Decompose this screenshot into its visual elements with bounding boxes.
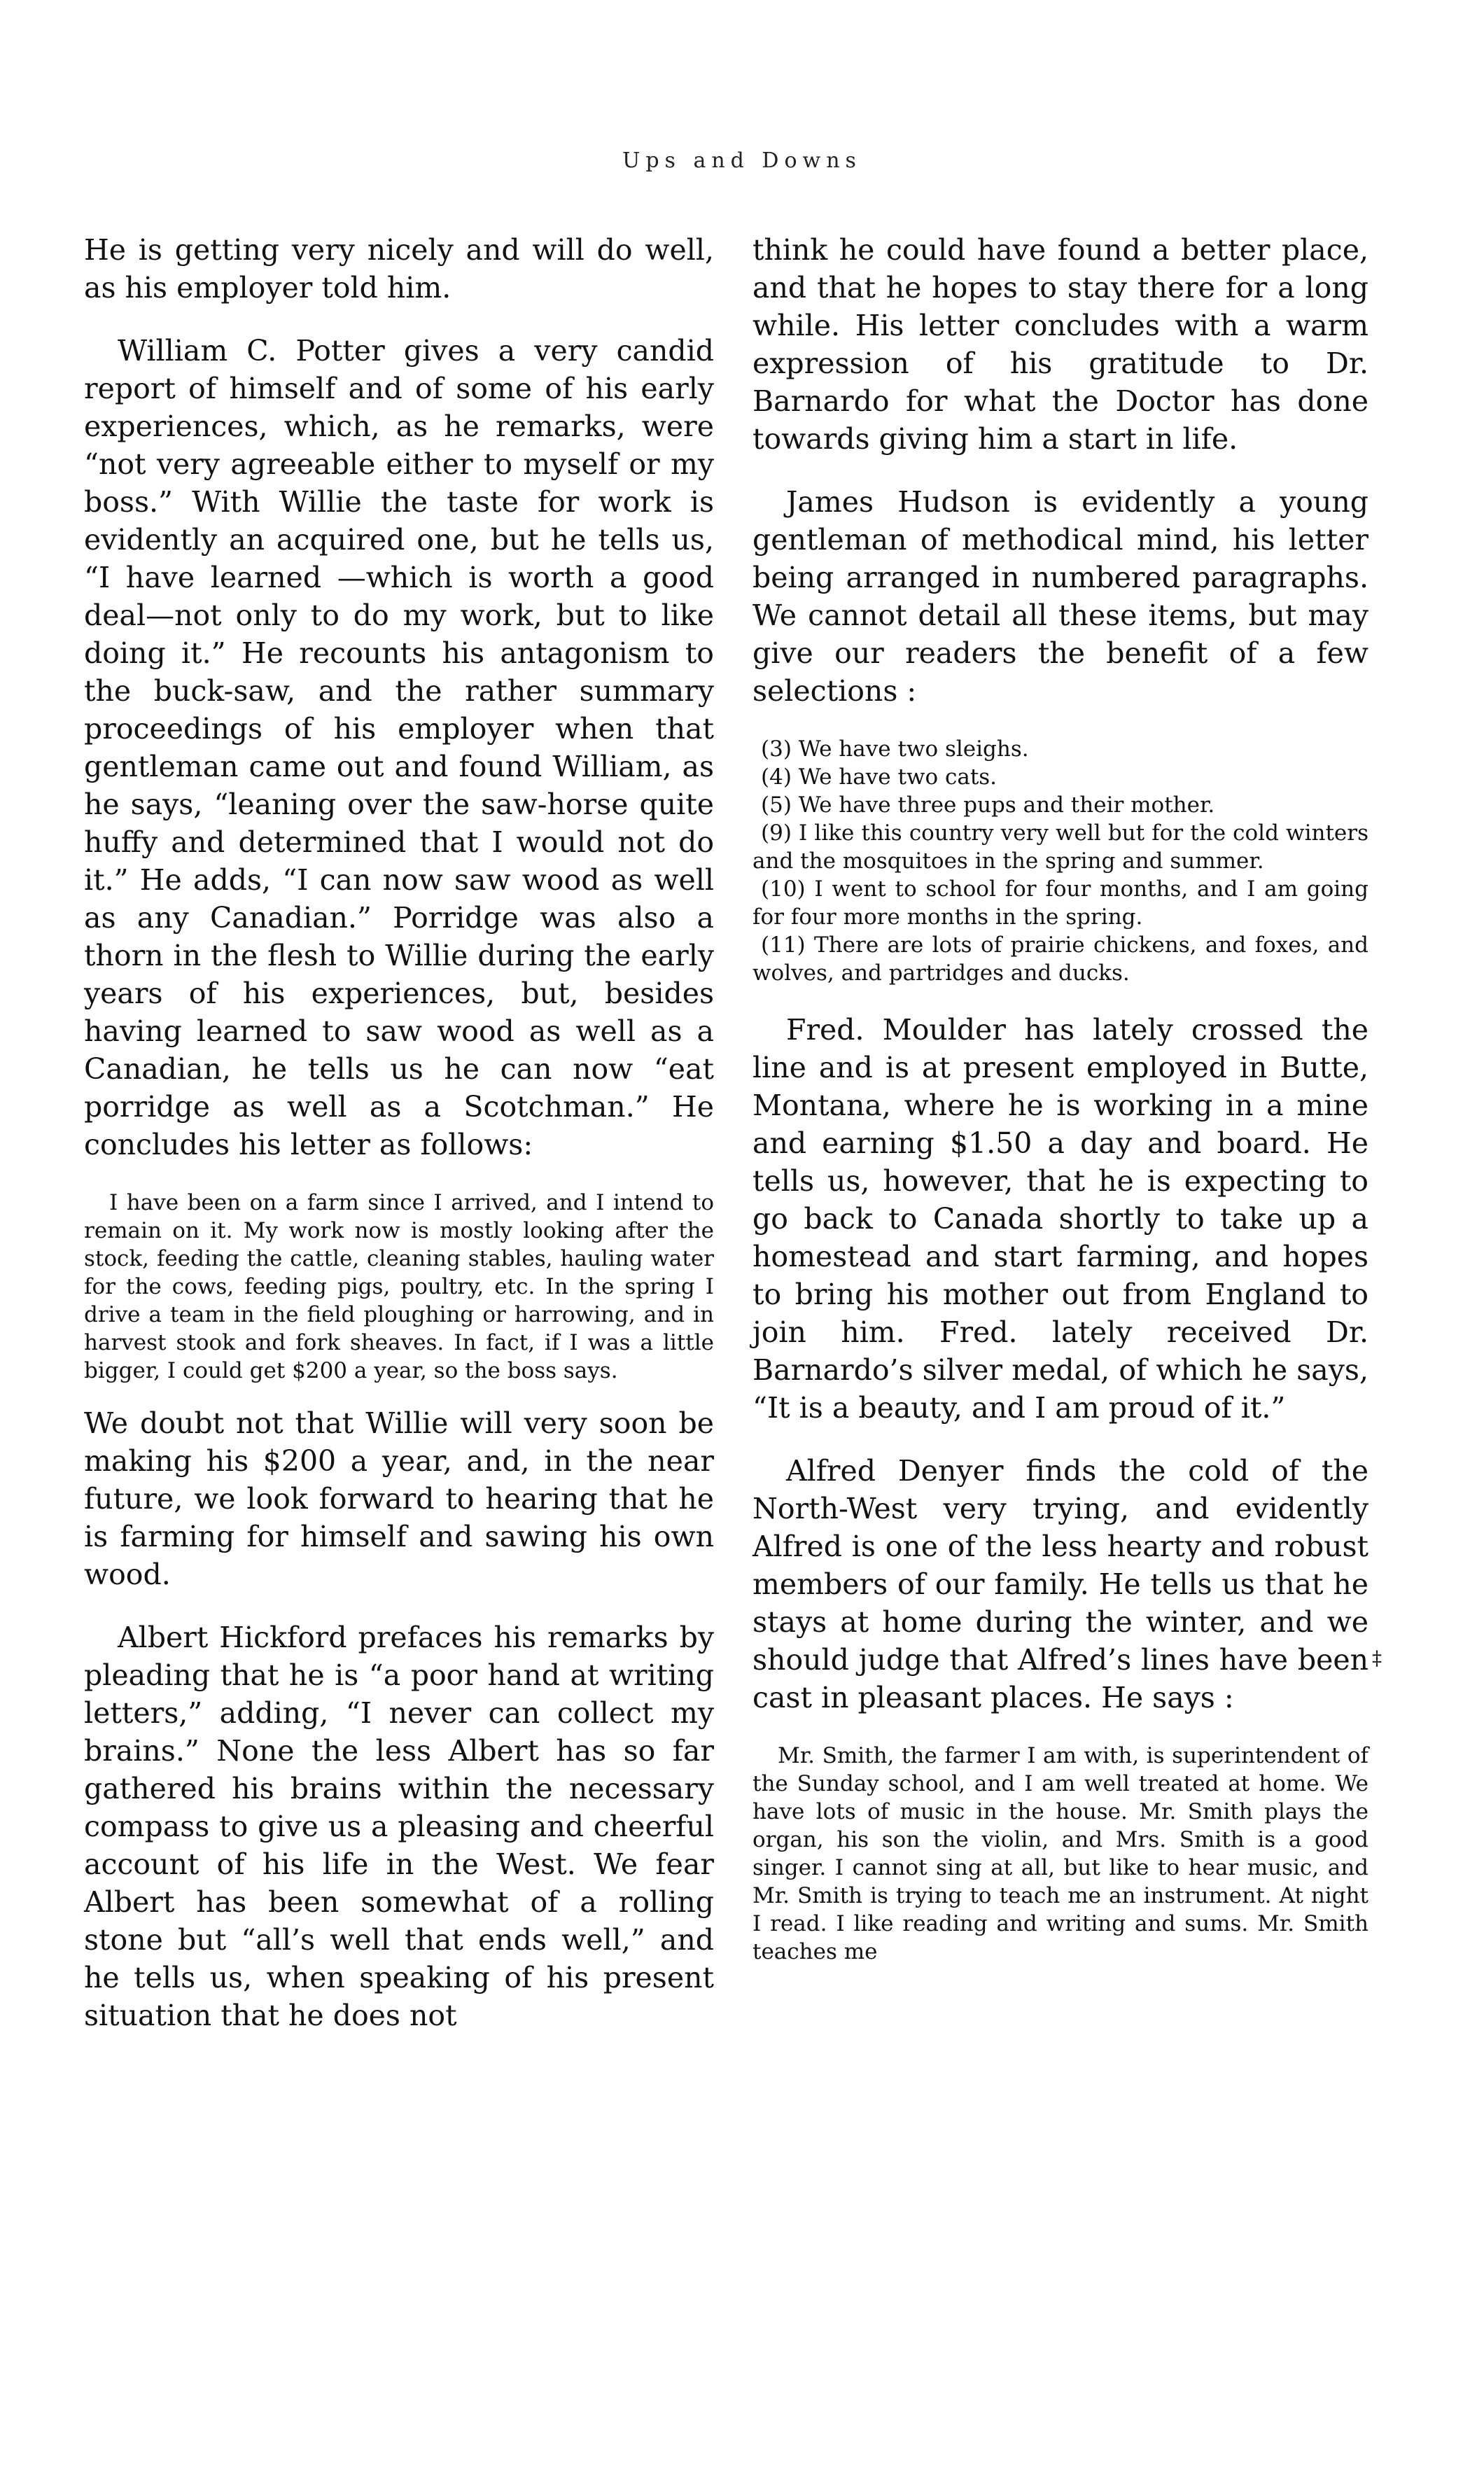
list-item: (5) We have three pups and their mother. xyxy=(761,792,1215,818)
list-item: (4) We have two cats. xyxy=(761,764,997,790)
list-item: (3) We have two sleighs. xyxy=(761,736,1029,762)
left-quote-potter xyxy=(84,1189,714,1385)
list-item: (11) There are lots of prairie chickens, and foxes, and wolves, and partridges and ducks. xyxy=(752,932,1368,986)
left-paragraph-0: He is getting very nicely and will do well, as his employer told him. xyxy=(84,233,714,305)
left-paragraph-willie: We doubt not that Willie will very soon be making his $200 a year, and, in the near future, we look forward to hearing that he is farming for himself and sawing his own wood. xyxy=(84,1406,714,1591)
right-paragraph-moulder: Fred. Moulder has lately crossed the line and is at present employed in Butte, Montana, where he is working in a mine and earning $1.50 a day and board. He tells us, however, that he is expecting to go back to Canada shortly to take up a homestead and start farming, and hopes to bring his mother out from England to join him. Fred. lately received Dr. Barnardo’s silver medal, of which he says, “It is a beauty, and I am proud of it.” xyxy=(752,1013,1368,1425)
right-paragraph-0: think he could have found a better place, and that he hopes to stay there for a long while. His letter concludes with a warm expression of his gratitude to Dr. Barnardo for what the Doctor has done towards giving him a start in life. xyxy=(752,233,1368,456)
left-paragraph-potter: William C. Potter gives a very candid report of himself and of some of his early experiences, which, as he remarks, were “not very agreeable either to myself or my boss.” With Willie the taste for work is evidently an acquired one, but he tells us, “I have learned —which is worth a good deal—not only to do my work, but to like doing it.” He recounts his antagonism to the buck-saw, and the rather summary proceedings of his employer when that gentleman came out and found William, as he says, “leaning over the saw-horse quite huffy and determined that I would not do it.” He adds, “I can now saw wood as well as any Canadian.” Porridge was also a thorn in the flesh to Willie during the early years of his experiences, but, besides having learned to saw wood as well as a Canadian, he tells us he can now “eat porridge as well as a Scotchman.” He concludes his letter as follows: xyxy=(84,334,714,1161)
left-quote-text: I have been on a farm since I arrived, and I intend to remain on it. My work now is mostly looking after the stock, feeding the cattle, cleaning stables, hauling water for the cows, feeding pigs, poultry, etc. In the spring I drive a team in the field ploughing or harrowing, and in harvest stook and fork sheaves. In fact, if I was a little bigger, I could get $200 a year, so the boss says. xyxy=(84,1190,714,1383)
running-head: Ups and Downs xyxy=(622,148,862,173)
hudson-numbered-list xyxy=(752,735,1368,987)
left-column xyxy=(84,231,714,2060)
right-paragraph-hudson: James Hudson is evidently a young gentleman of methodical mind, his letter being arranged in numbered paragraphs. We cannot detail all these items, but may give our readers the benefit of a few selections : xyxy=(752,485,1368,708)
right-column xyxy=(752,231,1368,1985)
list-item: (9) I like this country very well but for the cold winters and the mosquitoes in the spring and summer. xyxy=(752,820,1368,874)
right-paragraph-denyer: Alfred Denyer finds the cold of the North-West very trying, and evidently Alfred is one of the less hearty and robust members of our family. He tells us that he stays at home during the winter, and we should judge that Alfred’s lines have been cast in pleasant places. He says : xyxy=(752,1454,1368,1714)
right-quote-text: Mr. Smith, the farmer I am with, is superintendent of the Sunday school, and I am well treated at home. We have lots of music in the house. Mr. Smith plays the organ, his son the violin, and Mrs. Smith is a good singer. I cannot sing at all, but like to hear music, and Mr. Smith is trying to teach me an instrument. At night I read. I like reading and writing and sums. Mr. Smith teaches me xyxy=(752,1743,1368,1964)
list-item: (10) I went to school for four months, and I am going for four more months in the spring. xyxy=(752,876,1368,930)
margin-mark: ‡ xyxy=(1372,1647,1382,1670)
right-quote-denyer xyxy=(752,1742,1368,1966)
left-paragraph-hickford: Albert Hickford prefaces his remarks by pleading that he is “a poor hand at writing letters,” adding, “I never can collect my brains.” None the less Albert has so far gathered his brains within the necessary compass to give us a pleasing and cheerful account of his life in the West. We fear Albert has been somewhat of a rolling stone but “all’s well that ends well,” and he tells us, when speaking of his present situation that he does not xyxy=(84,1621,714,2032)
